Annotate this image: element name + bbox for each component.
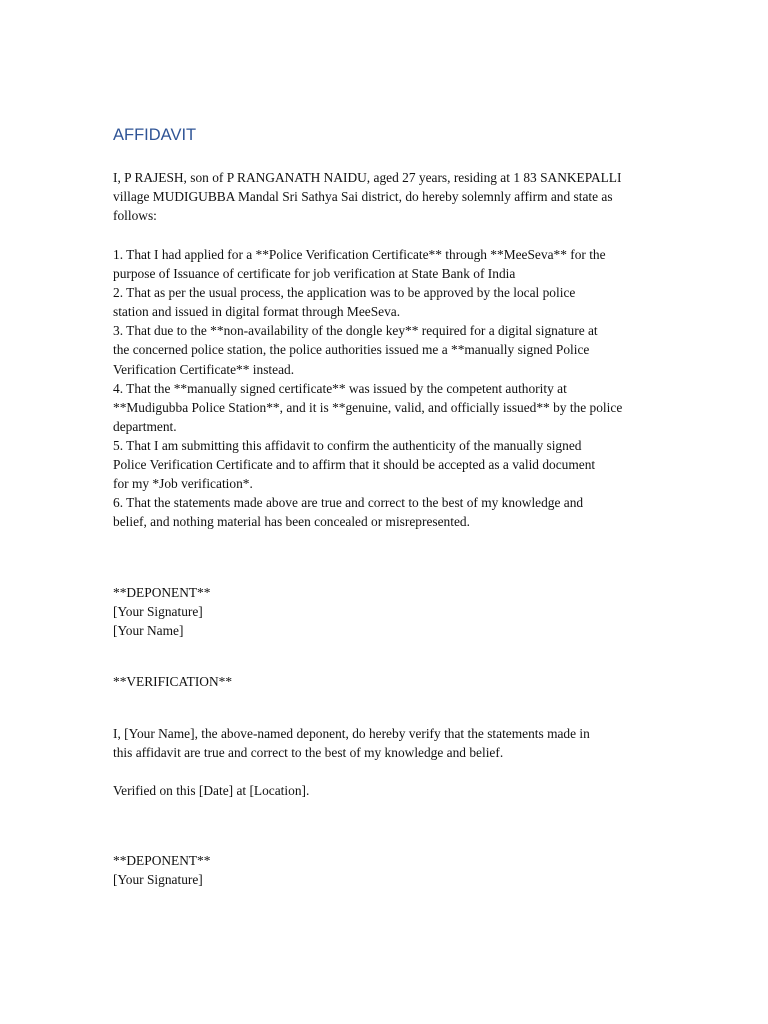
signature-placeholder: [Your Signature] <box>113 872 203 888</box>
clause-line: **Mudigubba Police Station**, and it is **genuine, valid, and officially issued** by the police <box>113 399 623 415</box>
clause-line: 6. That the statements made above are true and correct to the best of my knowledge and <box>113 495 584 511</box>
clause-line: 1. That I had applied for a **Police Verification Certificate** through **MeeSeva** for the <box>113 247 606 262</box>
signature-placeholder: [Your Signature] <box>113 604 203 620</box>
clause-line: for my *Job verification*. <box>113 476 253 492</box>
document-page <box>113 0 658 1024</box>
intro-line: follows: <box>113 208 157 224</box>
clause-line: 5. That I am submitting this affidavit to confirm the authenticity of the manually signed <box>113 437 582 453</box>
intro-line: I, P RAJESH, son of P RANGANATH NAIDU, aged 27 years, residing at 1 83 SANKEPALLI <box>113 170 622 185</box>
clause-line: the concerned police station, the police authorities issued me a **manually signed Police <box>113 342 590 358</box>
clause-line: station and issued in digital format through MeeSeva. <box>113 304 401 320</box>
clause-line: belief, and nothing material has been concealed or misrepresented. <box>113 514 470 530</box>
clause-line: Verification Certificate** instead. <box>113 361 295 377</box>
document-title: AFFIDAVIT <box>113 126 197 144</box>
verification-paragraph <box>113 724 658 762</box>
intro-paragraph <box>113 168 658 225</box>
verification-line: I, [Your Name], the above-named deponent, do hereby verify that the statements made in <box>113 726 590 741</box>
deponent-block-2 <box>113 851 658 889</box>
verification-heading <box>113 672 658 691</box>
deponent-block <box>113 583 658 640</box>
deponent-label: **DEPONENT** <box>113 853 211 868</box>
verification-date-line <box>113 781 658 800</box>
verification-line: this affidavit are true and correct to the best of my knowledge and belief. <box>113 745 504 761</box>
clause-line: department. <box>113 418 177 434</box>
clause-line: 4. That the **manually signed certificate** was issued by the competent authority at <box>113 380 567 396</box>
clause-line: 3. That due to the **non-availability of the dongle key** required for a digital signature at <box>113 323 598 339</box>
clauses-list <box>113 245 658 531</box>
verification-heading-text: **VERIFICATION** <box>113 674 233 689</box>
clause-line: Police Verification Certificate and to affirm that it should be accepted as a valid document <box>113 457 596 473</box>
verification-date-text: Verified on this [Date] at [Location]. <box>113 783 310 798</box>
name-placeholder: [Your Name] <box>113 623 184 639</box>
intro-line: village MUDIGUBBA Mandal Sri Sathya Sai district, do hereby solemnly affirm and state as <box>113 189 613 205</box>
clause-line: 2. That as per the usual process, the application was to be approved by the local police <box>113 285 576 301</box>
deponent-label: **DEPONENT** <box>113 585 211 600</box>
clause-line: purpose of Issuance of certificate for job verification at State Bank of India <box>113 266 516 282</box>
